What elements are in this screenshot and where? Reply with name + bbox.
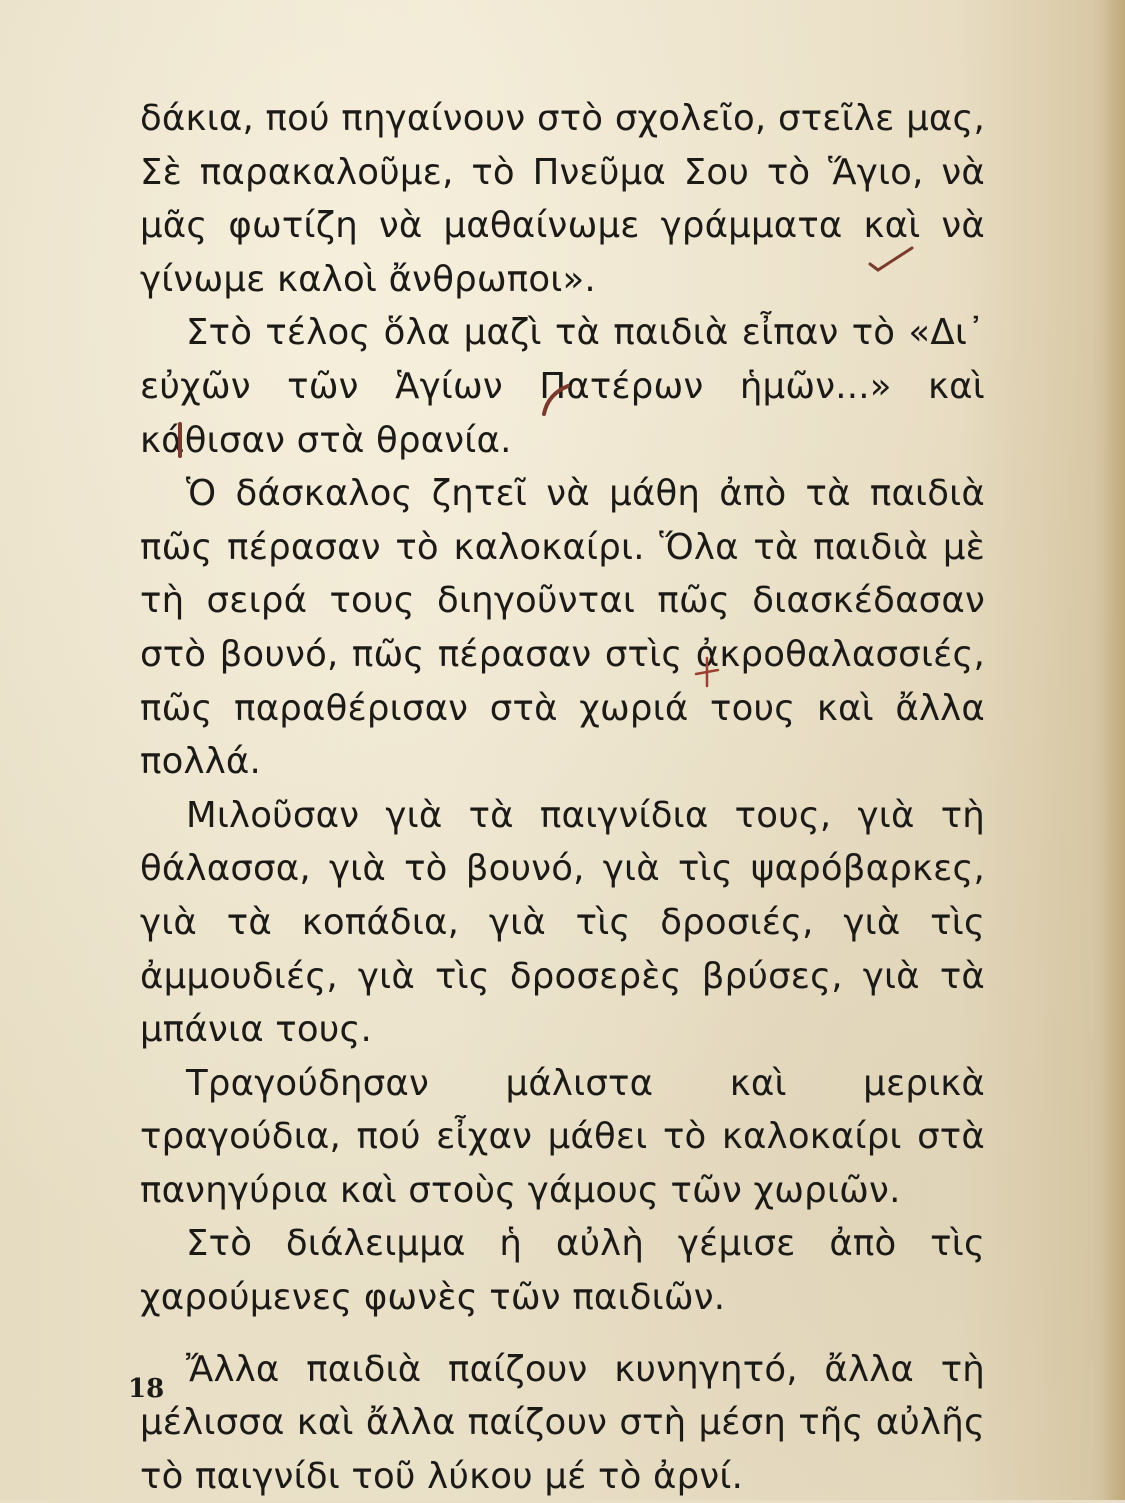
paragraph-7: Ἄλλα παιδιὰ παίζουν κυνηγητό, ἄλλα τὴ μέλισσα καὶ ἄλλα παίζουν στὴ μέση τῆς αὐλῆς τὸ παιγνίδι τοῦ λύκου μέ τὸ ἀρνί.	[140, 1348, 985, 1497]
page-gutter-shadow	[1103, 0, 1125, 1500]
pencil-mark-cross-icon	[692, 656, 722, 688]
paragraph-5: Τραγούδησαν μάλιστα καὶ μερικὰ τραγούδια, πού εἶχαν μάθει τὸ καλοκαίρι στὰ πανηγύρια καὶ στοὺς γάμους τῶν χωριῶν.	[140, 1062, 985, 1211]
paragraph-4: Μιλοῦσαν γιὰ τὰ παιγνίδια τους, γιὰ τὴ θάλασσα, γιὰ τὸ βουνό, γιὰ τὶς ψαρόβαρκες, γιὰ τὰ κοπάδια, γιὰ τὶς δροσιές, γιὰ τὶς ἀμμουδιές, γιὰ τὶς δροσερὲς βρύσες, γιὰ τὰ μπάνια τους.	[140, 794, 985, 1051]
pencil-mark-check-icon	[868, 244, 916, 274]
page-number: 18	[128, 1374, 165, 1404]
paragraph-6: Στὸ διάλειμμα ἡ αὐλὴ γέμισε ἀπὸ τὶς χαρούμενες φωνὲς τῶν παιδιῶν.	[140, 1223, 985, 1319]
paragraph-3: Ὁ δάσκαλος ζητεῖ νὰ μάθη ἀπὸ τὰ παιδιὰ πῶς πέρασαν τὸ καλοκαίρι. Ὅλα τὰ παιδιὰ μὲ τὴ σειρά τους διηγοῦνται πῶς διασκέδασαν στὸ βουνό, πῶς πέρασαν στὶς ἀκροθαλασσιές, πῶς παραθέρισαν στὰ χωριά τους καὶ ἄλλα πολλά.	[140, 473, 985, 783]
paragraph-1: δάκια, πού πηγαίνουν στὸ σχολεῖο, στεῖλε μας, Σὲ παρακαλοῦμε, τὸ Πνεῦμα Σου τὸ Ἅγιο, νὰ μᾶς φωτίζη νὰ μαθαίνωμε γράμματα καὶ νὰ γίνωμε καλοὶ ἄνθρωποι».	[140, 98, 985, 300]
pencil-mark-bracket-icon	[172, 420, 188, 460]
paragraph-2: Στὸ τέλος ὅλα μαζὶ τὰ παιδιὰ εἶπαν τὸ «Δι᾽ εὐχῶν τῶν Ἁγίων Πατέρων ἡμῶν...» καὶ κάθισαν στὰ θρανία.	[140, 312, 985, 461]
body-text	[140, 92, 985, 1503]
pencil-mark-slash-icon	[538, 382, 574, 418]
